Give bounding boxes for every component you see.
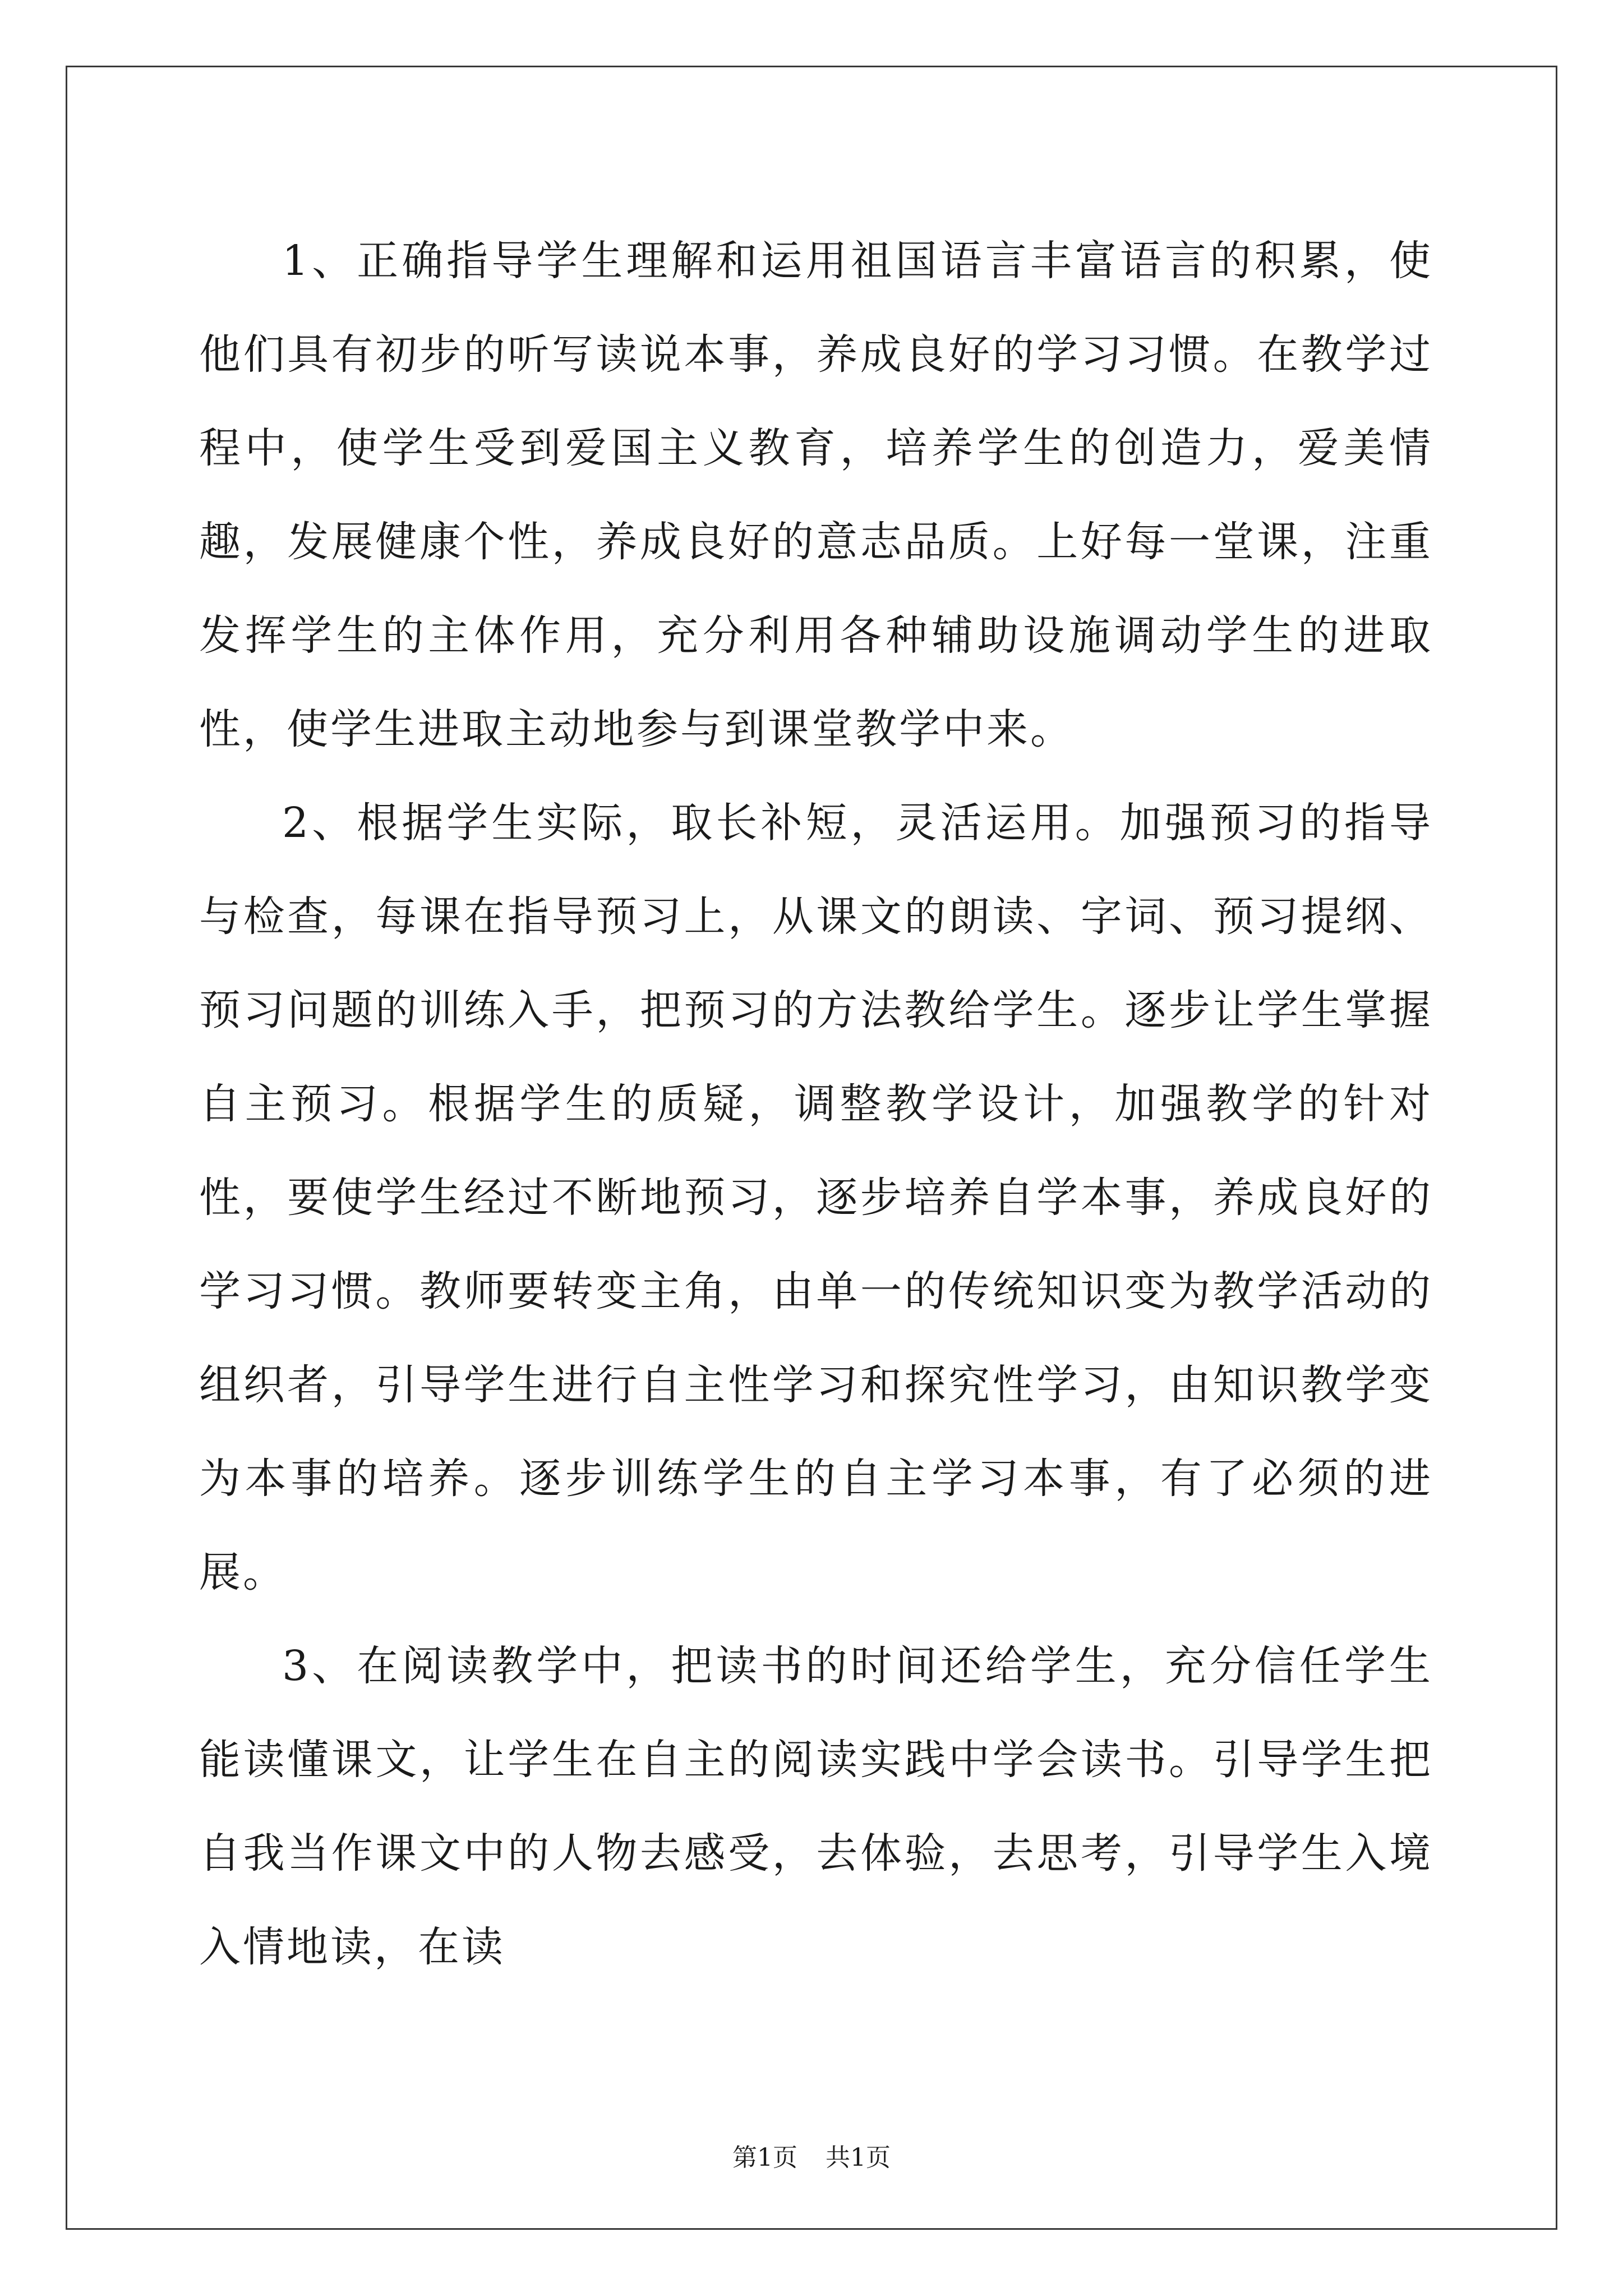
paragraph-1: 1、正确指导学生理解和运用祖国语言丰富语言的积累，使他们具有初步的听写读说本事，养成良好的学习习惯。在教学过程中，使学生受到爱国主义教育，培养学生的创造力，爱美情趣，发展健康个性，养成良好的意志品质。上好每一堂课，注重发挥学生的主体作用，充分利用各种辅助设施调动学生的进取性，使学生进取主动地参与到课堂教学中来。 [199,237,1433,753]
page-number-current: 第1页 [732,2143,797,2172]
document-body [199,214,1433,1994]
page-footer [0,2137,1623,2173]
paragraph-2: 2、根据学生实际，取长补短，灵活运用。加强预习的指导与检查，每课在指导预习上，从课文的朗读、字词、预习提纲、预习问题的训练入手，把预习的方法教给学生。逐步让学生掌握自主预习。根据学生的质疑，调整教学设计，加强教学的针对性，要使学生经过不断地预习，逐步培养自学本事，养成良好的学习习惯。教师要转变主角，由单一的传统知识变为教学活动的组织者，引导学生进行自主性学习和探究性学习，由知识教学变为本事的培养。逐步训练学生的自主学习本事，有了必须的进展。 [199,799,1433,1596]
paragraph-3: 3、在阅读教学中，把读书的时间还给学生，充分信任学生能读懂课文，让学生在自主的阅读实践中学会读书。引导学生把自我当作课文中的人物去感受，去体验，去思考，引导学生入境入情地读，在读 [199,1642,1433,1971]
page-number-total: 共1页 [826,2143,891,2172]
